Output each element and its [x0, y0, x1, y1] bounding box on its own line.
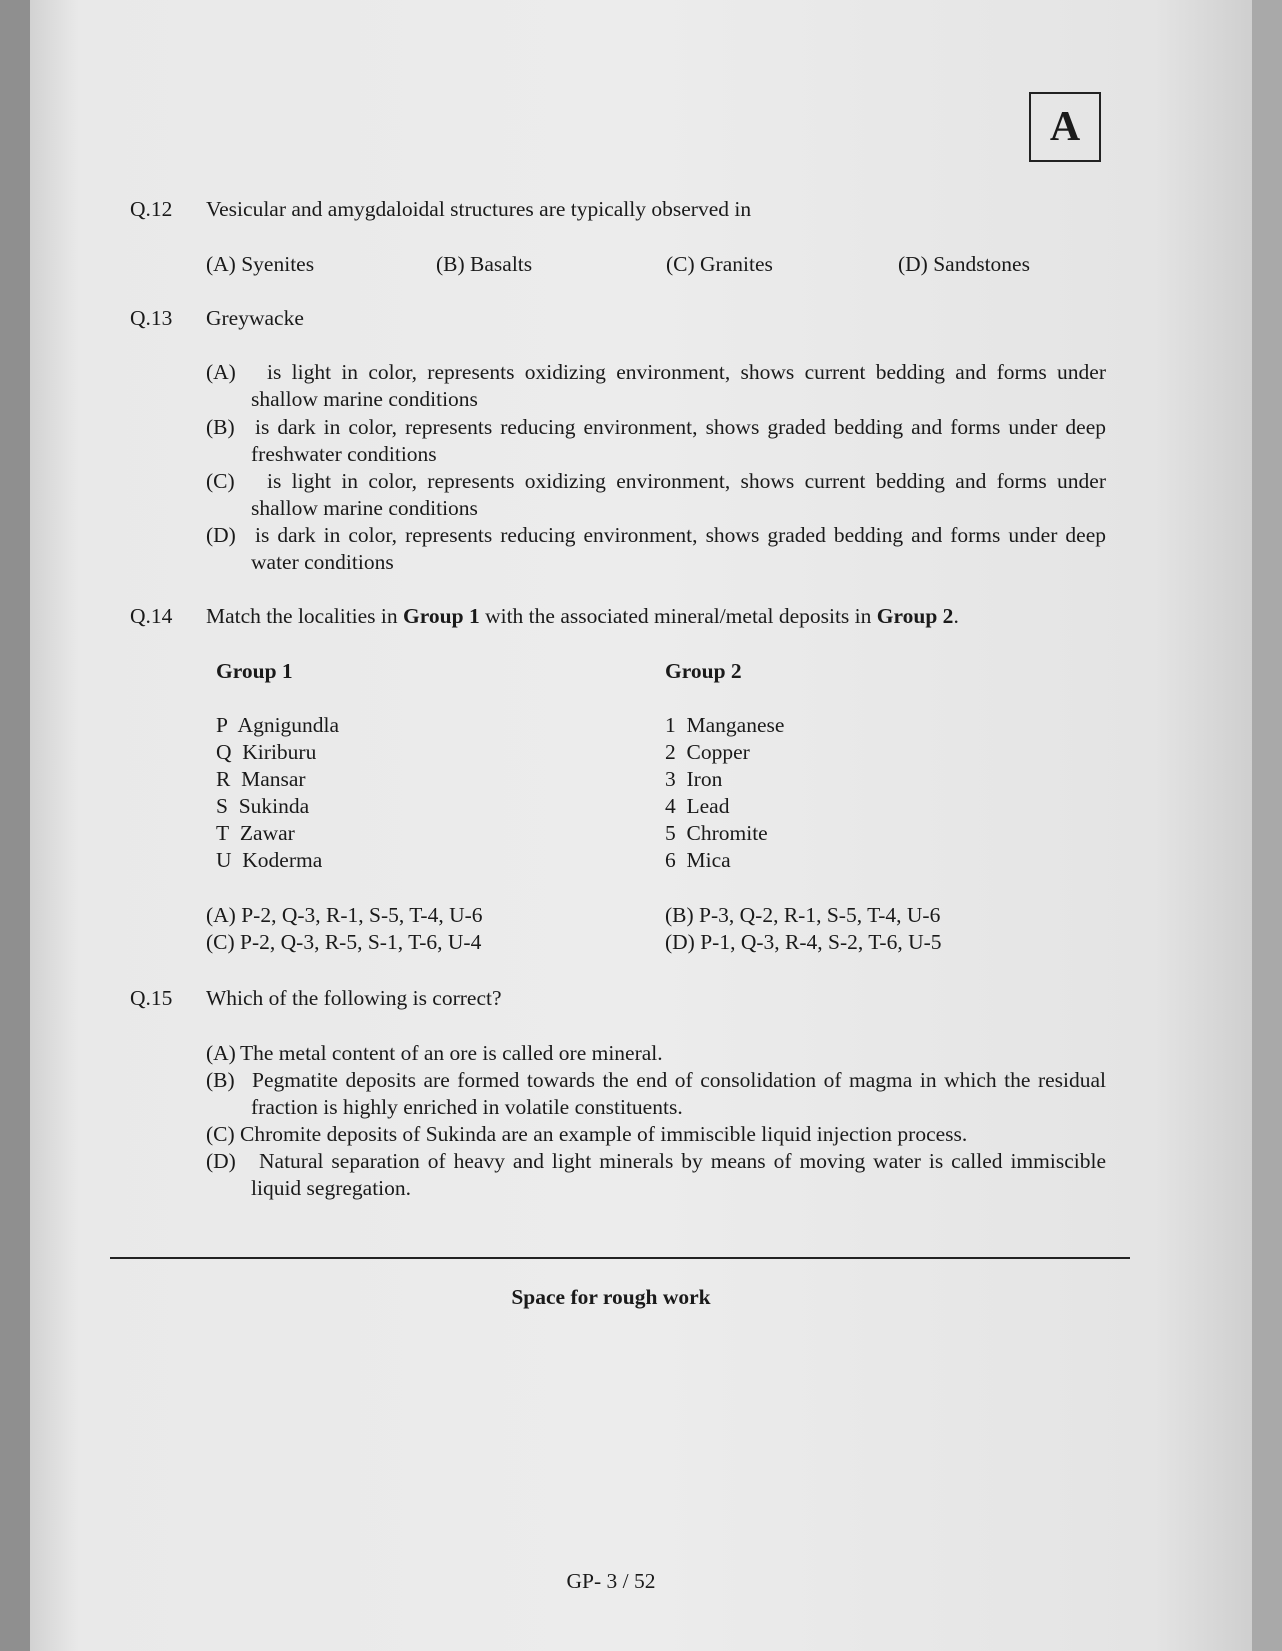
q14-number: Q.14 — [130, 604, 173, 628]
q15-option-b-text: Pegmatite deposits are formed towards the end of consolidation of magma in which the residual fraction is highly enriched in volatile constituents. — [251, 1068, 1106, 1119]
q13-option-d-text: is dark in color, represents reducing environment, shows graded bedding and forms under deep water conditions — [251, 523, 1106, 574]
q14-text: Match the localities in Group 1 with the associated mineral/metal deposits in Group 2. — [206, 604, 959, 628]
exam-page — [30, 0, 1252, 1651]
q15-option-c-text: Chromite deposits of Sukinda are an example of immiscible liquid injection process. — [240, 1122, 968, 1146]
group1-item: S Sukinda — [216, 794, 310, 818]
q14-option-d: (D) P-1, Q-3, R-4, S-2, T-6, U-5 — [665, 930, 942, 954]
q12-option-c: (C) Granites — [666, 252, 773, 276]
q15-option-d-label: (D) — [206, 1149, 236, 1173]
set-code-box: A — [1029, 92, 1101, 162]
q12-text: Vesicular and amygdaloidal structures are typically observed in — [206, 197, 752, 221]
group1-item: U Koderma — [216, 848, 323, 872]
q15-option-d-text: Natural separation of heavy and light minerals by means of moving water is called immiscible liquid segregation. — [251, 1149, 1106, 1200]
q13-option-b-text: is dark in color, represents reducing environment, shows graded bedding and forms under deep freshwater conditions — [251, 415, 1106, 466]
q14-option-b: (B) P-3, Q-2, R-1, S-5, T-4, U-6 — [665, 903, 941, 927]
q15-text: Which of the following is correct? — [206, 986, 502, 1010]
q15-number: Q.15 — [130, 986, 173, 1010]
q13-option-a-label: (A) — [206, 360, 236, 384]
scan-edge — [1252, 0, 1282, 1651]
q13-text: Greywacke — [206, 306, 304, 330]
group1-item: T Zawar — [216, 821, 295, 845]
group1-heading: Group 1 — [216, 659, 293, 683]
q12-number: Q.12 — [130, 197, 173, 221]
q12-option-d: (D) Sandstones — [898, 252, 1030, 276]
q14-option-a: (A) P-2, Q-3, R-1, S-5, T-4, U-6 — [206, 903, 483, 927]
q13-option-d-label: (D) — [206, 523, 236, 547]
q13-number: Q.13 — [130, 306, 173, 330]
q12-option-a: (A) Syenites — [206, 252, 315, 276]
group1-item: R Mansar — [216, 767, 306, 791]
group1-item: Q Kiriburu — [216, 740, 317, 764]
group2-item: 1 Manganese — [665, 713, 785, 737]
divider-line — [110, 1257, 1130, 1259]
q12-option-b: (B) Basalts — [436, 252, 533, 276]
group2-item: 2 Copper — [665, 740, 750, 764]
rough-work-label: Space for rough work — [511, 1285, 711, 1309]
group1-item: P Agnigundla — [216, 713, 340, 737]
q15-option-c-label: (C) — [206, 1122, 235, 1146]
group2-item: 3 Iron — [665, 767, 723, 791]
q13-option-a-text: is light in color, represents oxidizing environment, shows current bedding and forms under shallow marine conditions — [251, 360, 1106, 411]
q15-option-a-text: The metal content of an ore is called ore mineral. — [240, 1041, 663, 1065]
group2-heading: Group 2 — [665, 659, 742, 683]
q14-option-c: (C) P-2, Q-3, R-5, S-1, T-6, U-4 — [206, 930, 482, 954]
q13-option-b-label: (B) — [206, 415, 235, 439]
group2-item: 4 Lead — [665, 794, 730, 818]
group2-item: 6 Mica — [665, 848, 731, 872]
page-footer: GP- 3 / 52 — [566, 1569, 656, 1593]
q13-option-c-label: (C) — [206, 469, 235, 493]
q13-option-c-text: is light in color, represents oxidizing environment, shows current bedding and forms under shallow marine conditions — [251, 469, 1106, 520]
q15-option-b-label: (B) — [206, 1068, 235, 1092]
group2-item: 5 Chromite — [665, 821, 768, 845]
q15-option-a-label: (A) — [206, 1041, 236, 1065]
